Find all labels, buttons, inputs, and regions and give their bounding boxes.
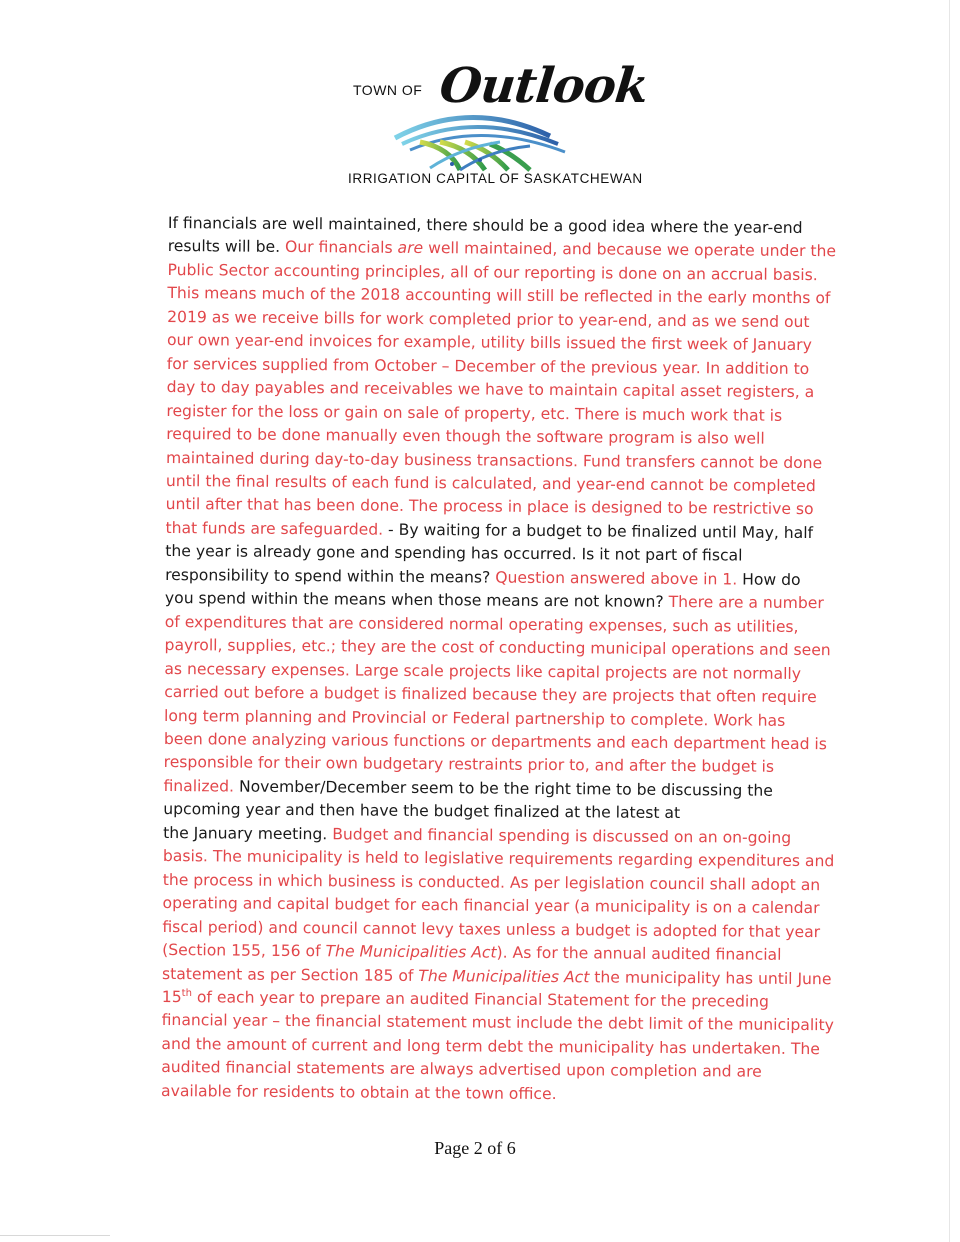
text-segment: register for the loss or gain on sale of property, etc. There is much work that is bbox=[166, 401, 783, 425]
text-segment: well maintained, and because we operate under the bbox=[423, 239, 837, 261]
text-segment: that funds are safeguarded. bbox=[165, 518, 389, 539]
scan-edge-line-bottom bbox=[0, 1235, 110, 1236]
text-segment: long term planning and Provincial or Federal partnership to complete. Work has bbox=[163, 706, 786, 730]
letter-body-text bbox=[161, 212, 846, 1109]
text-segment: maintained during day-to-day business transactions. Fund transfers cannot be done bbox=[166, 448, 823, 472]
text-segment: are bbox=[397, 239, 424, 258]
town-of-label: TOWN OF bbox=[353, 82, 423, 98]
scan-edge-line bbox=[949, 0, 950, 1242]
text-segment: of each year to prepare an audited Financial Statement for the preceding bbox=[191, 988, 770, 1011]
text-segment: statement as per Section 185 of bbox=[161, 964, 419, 985]
page-number: Page 2 of 6 bbox=[434, 1138, 516, 1158]
text-segment: (Section 155, 156 of bbox=[162, 941, 326, 961]
text-segment: of expenditures that are considered normal operating expenses, such as utilities, bbox=[164, 612, 799, 636]
text-segment: payroll, supplies, etc.; they are the cost of conducting municipal operations and seen bbox=[164, 636, 831, 660]
text-segment: for services supplied from October – December of the previous year. In addition to bbox=[166, 354, 810, 378]
text-segment: There are a number bbox=[668, 593, 824, 613]
town-logo-wordmark: Outlook bbox=[437, 58, 651, 114]
text-segment: operating and capital budget for each financial year (a municipality is on a calendar bbox=[162, 894, 820, 918]
text-segment: 15 bbox=[161, 987, 182, 1007]
text-segment: responsible for their own budgetary restraints prior to, and after the budget is bbox=[163, 753, 775, 777]
text-segment: responsibility to spend within the means? bbox=[165, 565, 496, 587]
text-segment: carried out before a budget is finalized because they are projects that often require bbox=[164, 683, 817, 707]
text-segment: the year is already gone and spending has occurred. Is it not part of fiscal bbox=[165, 542, 743, 565]
text-segment: required to be done manually even though the software program is also well bbox=[166, 425, 765, 448]
text-segment: our own year-end invoices for example, utility bills issued the first week of January bbox=[166, 331, 812, 355]
irrigation-arc-logo-icon bbox=[390, 108, 580, 173]
text-segment: - By waiting for a budget to be finalized until May, half bbox=[388, 520, 814, 542]
text-segment: the January meeting. bbox=[163, 823, 333, 844]
text-segment: and the amount of current and long term debt the municipality has undertaken. The bbox=[161, 1034, 820, 1059]
text-segment: Question answered above in 1. bbox=[495, 568, 743, 589]
text-segment: The Municipalities Act bbox=[325, 942, 497, 962]
text-segment: If financials are well maintained, there should be a good idea where the year-end bbox=[167, 213, 803, 237]
letterhead bbox=[345, 58, 651, 190]
text-segment: upcoming year and then have the budget finalized at the latest at bbox=[163, 800, 681, 823]
text-segment: audited financial statements are always advertised upon completion and are bbox=[161, 1058, 762, 1082]
text-segment: 2019 as we receive bills for work completed prior to year-end, and as we send out bbox=[167, 307, 810, 331]
text-segment: How do bbox=[742, 570, 801, 589]
text-segment: fiscal period) and council cannot levy taxes unless a budget is adopted for that year bbox=[162, 917, 821, 941]
text-segment: as necessary expenses. Large scale projects like capital projects are not normally bbox=[164, 659, 802, 683]
text-segment: until after that has been done. The process in place is designed to be restrictive so bbox=[165, 495, 814, 519]
text-segment: Public Sector accounting principles, all of our reporting is done on an accrual basis. bbox=[167, 260, 818, 285]
text-segment: the municipality has until June bbox=[589, 967, 832, 988]
text-segment: you spend within the means when those means are not known? bbox=[164, 589, 669, 612]
text-segment: finalized. bbox=[163, 776, 240, 796]
text-segment: November/December seem to be the right time to be discussing the bbox=[238, 777, 773, 800]
text-segment: The Municipalities Act bbox=[418, 966, 590, 986]
text-segment: ). As for the annual audited financial bbox=[496, 943, 782, 964]
town-tagline: IRRIGATION CAPITAL OF SASKATCHEWAN bbox=[348, 171, 643, 186]
text-segment: results will be. bbox=[167, 237, 286, 257]
text-segment: financial year – the financial statement must include the debt limit of the municipality bbox=[161, 1011, 834, 1035]
text-segment: day to day payables and receivables we have to maintain capital asset registers, a bbox=[166, 378, 815, 402]
text-segment: until the final results of each fund is calculated, and year-end cannot be completed bbox=[165, 471, 816, 496]
text-segment: Our financials bbox=[284, 238, 398, 258]
text-segment: This means much of the 2018 accounting will still be reflected in the early months of bbox=[167, 284, 831, 308]
text-segment: basis. The municipality is held to legislative requirements regarding expenditures and bbox=[162, 847, 835, 871]
text-segment: th bbox=[181, 987, 193, 999]
text-segment: the process in which business is conducted. As per legislation council shall adopt an bbox=[162, 870, 821, 894]
text-segment: Budget and financial spending is discussed on an on-going bbox=[332, 825, 792, 847]
text-segment: been done analyzing various functions or departments and each department head is bbox=[163, 729, 827, 754]
text-segment: available for residents to obtain at the town office. bbox=[161, 1081, 557, 1103]
